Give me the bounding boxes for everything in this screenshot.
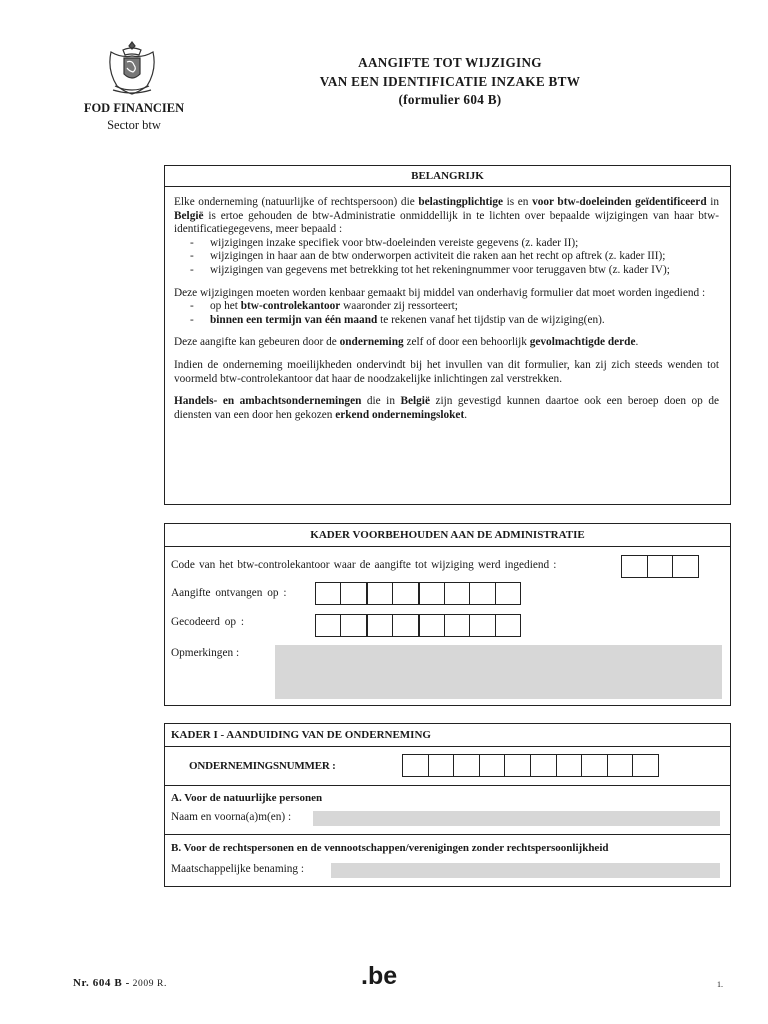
coded-date-label: Gecodeerd op : [171,616,245,628]
important-paragraph-5: Handels- en ambachtsondernemingen die in België zijn gevestigd kunnen daartoe ook een beroep doen op de diensten van een door hen gekozen erkend ondernemingsloket. [174,395,719,421]
office-code-cells[interactable] [621,555,699,578]
sector-name: Sector btw [107,118,161,132]
kader-1-box [164,723,731,887]
list-item: - wijzigingen van gegevens met betrekking tot het rekeningnummer voor teruggaven btw (z. kader IV); [174,264,719,278]
coded-date-cells[interactable] [315,614,521,637]
submission-list [174,300,719,327]
list-item: - op het btw-controlekantoor waaronder zij ressorteert; [174,300,719,314]
company-number-label: ONDERNEMINGSNUMMER : [189,760,336,772]
be-logo: .be [361,962,398,990]
important-body [174,196,719,422]
company-name-label: Maatschappelijke benaming : [171,863,305,875]
admin-heading: KADER VOORBEHOUDEN AAN DE ADMINISTRATIE [310,529,585,541]
important-paragraph-2: Deze wijzigingen moeten worden kenbaar gemaakt bij middel van onderhavig formulier dat moet worden ingediend : [174,286,706,299]
agency-name: FOD FINANCIEN [83,101,185,115]
changes-list [174,237,719,278]
kader-1-heading: KADER I - AANDUIDING VAN DE ONDERNEMING [171,729,431,741]
received-date-label: Aangifte ontvangen op : [171,587,287,599]
company-number-cells[interactable] [402,754,659,777]
important-paragraph-1: Elke onderneming (natuurlijke of rechtspersoon) die belastingplichtige is en voor btw-doeleinden geïdentificeerd in België is ertoe gehouden de btw-Administratie onmiddellijk in te lichten over bepaalde wijzigingen van haar btw-identificatiegegevens, meer bepaald : [174,196,719,236]
list-item: - wijzigingen inzake specifiek voor btw-doeleinden vereiste gegevens (z. kader II); [174,237,719,251]
form-title-line-3: (formulier 604 B) [398,92,502,107]
section-b-heading: B. Voor de rechtspersonen en de vennootschappen/verenigingen zonder rechtspersoonlijkheid [171,842,609,854]
coat-of-arms-logo [103,38,161,96]
name-label: Naam en voorna(a)m(en) : [171,811,292,823]
form-title-line-2: VAN EEN IDENTIFICATIE INZAKE BTW [319,73,581,89]
remarks-field[interactable] [275,645,722,699]
received-date-cells[interactable] [315,582,521,605]
form-title [240,54,660,110]
company-name-field[interactable] [331,863,720,878]
office-code-label: Code van het btw-controlekantoor waar de aangifte tot wijziging werd ingediend : [171,559,557,571]
form-number: Nr. 604 B - 2009 R. [73,977,167,989]
page-mark: 1. [717,980,723,989]
form-year: 2009 R. [132,979,167,989]
important-paragraph-4: Indien de onderneming moeilijkheden ondervindt bij het invullen van dit formulier, kan zij zich steeds wenden tot voormeld btw-controlekantoor dat haar de noodzakelijke inlichtingen zal verstrekken. [174,358,719,385]
list-item: - binnen een termijn van één maand te rekenen vanaf het tijdstip van de wijziging(en). [174,314,719,328]
important-paragraph-3: Deze aangifte kan gebeuren door de onderneming zelf of door een behoorlijk gevolmachtigde derde. [174,336,639,349]
remarks-label: Opmerkingen : [171,647,240,659]
section-a-heading: A. Voor de natuurlijke personen [171,792,323,804]
name-field[interactable] [313,811,720,826]
admin-box [164,523,731,706]
important-heading: BELANGRIJK [411,170,484,182]
important-notice-box [164,165,731,505]
form-title-line-1: AANGIFTE TOT WIJZIGING [358,55,542,70]
list-item: - wijzigingen in haar aan de btw onderworpen activiteit die raken aan het recht op aftrek (z. kader III); [174,250,719,264]
